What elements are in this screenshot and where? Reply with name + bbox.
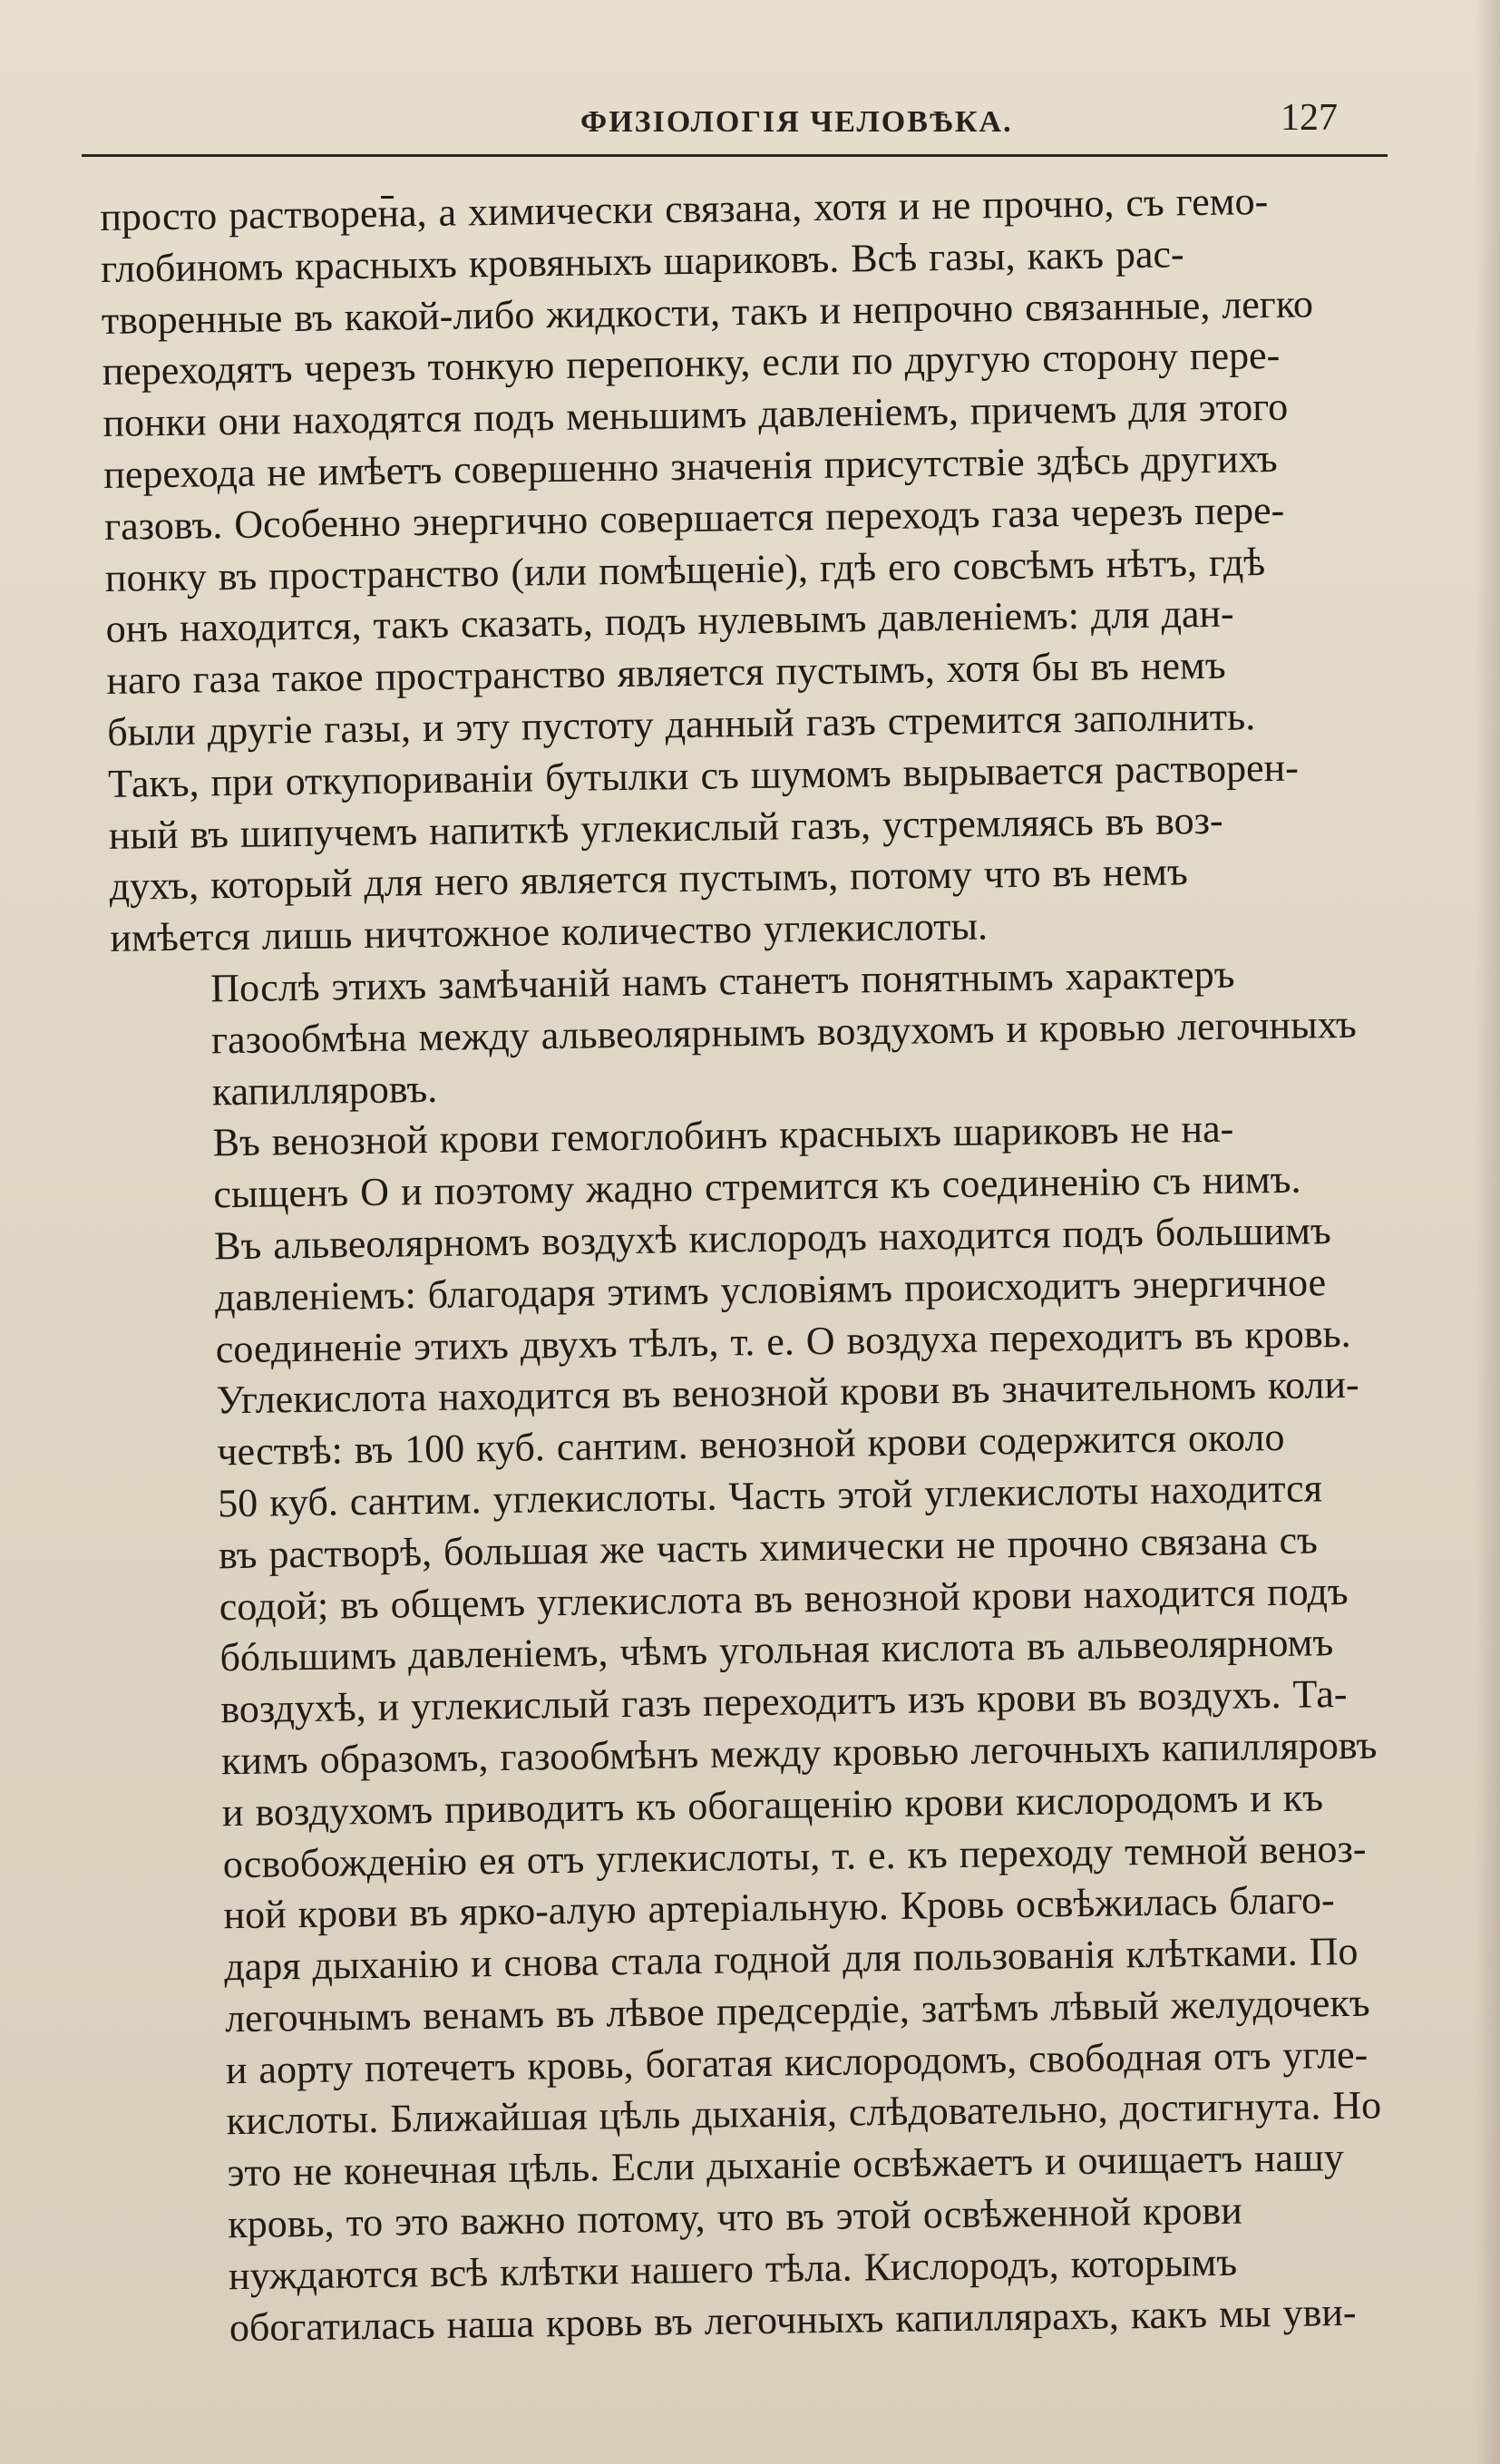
text-line: глобиномъ красныхъ кровяныхъ шариковъ. Всѣ газы, какъ рас-	[100, 231, 1184, 291]
body-text	[100, 174, 1458, 2356]
text-line: это не конечная цѣль. Если дыханіе освѣжаетъ и очищаетъ нашу	[227, 2135, 1345, 2196]
text-line: имѣется лишь ничтожное количество углекислоты.	[110, 903, 989, 961]
text-line: Такъ, при откупориваніи бутылки съ шумомъ вырывается растворен-	[107, 745, 1300, 806]
text-line: Въ альвеолярномъ воздухѣ кислородъ находится подъ большимъ	[213, 1208, 1331, 1269]
paragraph-2	[111, 946, 1441, 1119]
text-line: нуждаются всѣ клѣтки нашего тѣла. Кислородъ, которымъ	[228, 2239, 1238, 2299]
text-line: освобожденію ея отъ углекислоты, т. е. къ переходу темной веноз-	[222, 1826, 1367, 1886]
text-line: 50 куб. сантим. углекислоты. Часть этой углекислоты находится	[217, 1466, 1323, 1526]
text-line: легочнымъ венамъ въ лѣвое предсердіе, затѣмъ лѣвый желудочекъ	[224, 1980, 1370, 2041]
text-line: газовъ. Особенно энергично совершается переходъ газа черезъ пере-	[103, 487, 1285, 549]
text-line: содой; въ общемъ углекислота въ венозной крови находится подъ	[219, 1568, 1349, 1629]
text-line: бóльшимъ давленіемъ, чѣмъ угольная кислота въ альвеолярномъ	[219, 1620, 1334, 1680]
text-line: кислоты. Ближайшая цѣль дыханія, слѣдовательно, достигнута. Но	[226, 2082, 1382, 2144]
paragraph-3	[112, 1101, 1458, 2355]
text-line: ной крови въ ярко-алую артеріальную. Кровь освѣжилась благо-	[223, 1877, 1335, 1938]
text-line: давленіемъ: благодаря этимъ условіямъ происходитъ энергичное	[214, 1259, 1327, 1320]
text-line: понку въ пространство (или помѣщеніе), гдѣ его совсѣмъ нѣтъ, гдѣ	[104, 539, 1266, 600]
text-line: понки они находятся подъ меньшимъ давленіемъ, причемъ для этого	[102, 384, 1289, 446]
text-line: кимъ образомъ, газообмѣнъ между кровью легочныхъ капилляровъ	[220, 1722, 1378, 1784]
text-line: капилляровъ.	[211, 1066, 438, 1114]
text-line: наго газа такое пространство является пустымъ, хотя бы въ немъ	[106, 642, 1226, 704]
text-line: обогатилась наша кровь въ легочныхъ капиллярахъ, какъ мы уви-	[229, 2289, 1357, 2350]
text-line: Углекислота находится въ венозной крови въ значительномъ коли-	[216, 1362, 1359, 1423]
text-line: онъ находится, такъ сказать, подъ нулевымъ давленіемъ: для дан-	[105, 590, 1234, 652]
text-line: соединеніе этихъ двухъ тѣлъ, т. е. O воздуха переходитъ въ кровь.	[215, 1310, 1351, 1371]
text-line: сыщенъ O и поэтому жадно стремится къ соединенію съ нимъ.	[213, 1156, 1301, 1217]
text-line: творенные въ какой-либо жидкости, такъ и непрочно связанные, легко	[101, 280, 1314, 343]
text-line: даря дыханію и снова стала годной для пользованія клѣтками. По	[223, 1928, 1359, 1990]
text-line: воздухѣ, и углекислый газъ переходитъ изъ крови въ воздухъ. Та-	[220, 1671, 1348, 1732]
text-line: газообмѣна между альвеолярнымъ воздухомъ и кровью легочныхъ	[210, 1001, 1357, 1063]
text-line: Послѣ этихъ замѣчаній намъ станетъ понятнымъ характеръ	[209, 951, 1235, 1011]
page-number: 127	[1281, 97, 1338, 139]
text-line: кровь, то это важно потому, что въ этой освѣженной крови	[227, 2187, 1243, 2247]
paragraph-1	[100, 174, 1439, 965]
running-head: ФИЗІОЛОГІЯ ЧЕЛОВѢКА.	[580, 105, 1013, 139]
text-line: чествѣ: въ 100 куб. сантим. венозной крови содержится около	[217, 1415, 1285, 1475]
text-line: Въ венозной крови гемоглобинъ красныхъ шариковъ не на-	[212, 1105, 1234, 1165]
text-line: духъ, который для него является пустымъ, потому что въ немъ	[109, 849, 1188, 910]
text-line: были другіе газы, и эту пустоту данный газъ стремится заполнить.	[106, 694, 1256, 755]
text-line: просто растворена, а химически связана, хотя и не прочно, съ гемо-	[100, 179, 1269, 239]
text-line: ный въ шипучемъ напиткѣ углекислый газъ, устремляясь въ воз-	[108, 797, 1223, 858]
text-line: перехода не имѣетъ совершенно значенія присутствіе здѣсь другихъ	[103, 435, 1278, 497]
text-line: и аорту потечетъ кровь, богатая кислородомъ, свободная отъ угле-	[225, 2031, 1369, 2092]
text-line: и воздухомъ приводитъ къ обогащенію крови кислородомъ и къ	[221, 1775, 1324, 1835]
text-line: въ растворѣ, большая же часть химически не прочно связана съ	[218, 1517, 1319, 1578]
page-header	[82, 91, 1388, 157]
text-line: переходятъ черезъ тонкую перепонку, если по другую сторону пере-	[102, 333, 1281, 394]
